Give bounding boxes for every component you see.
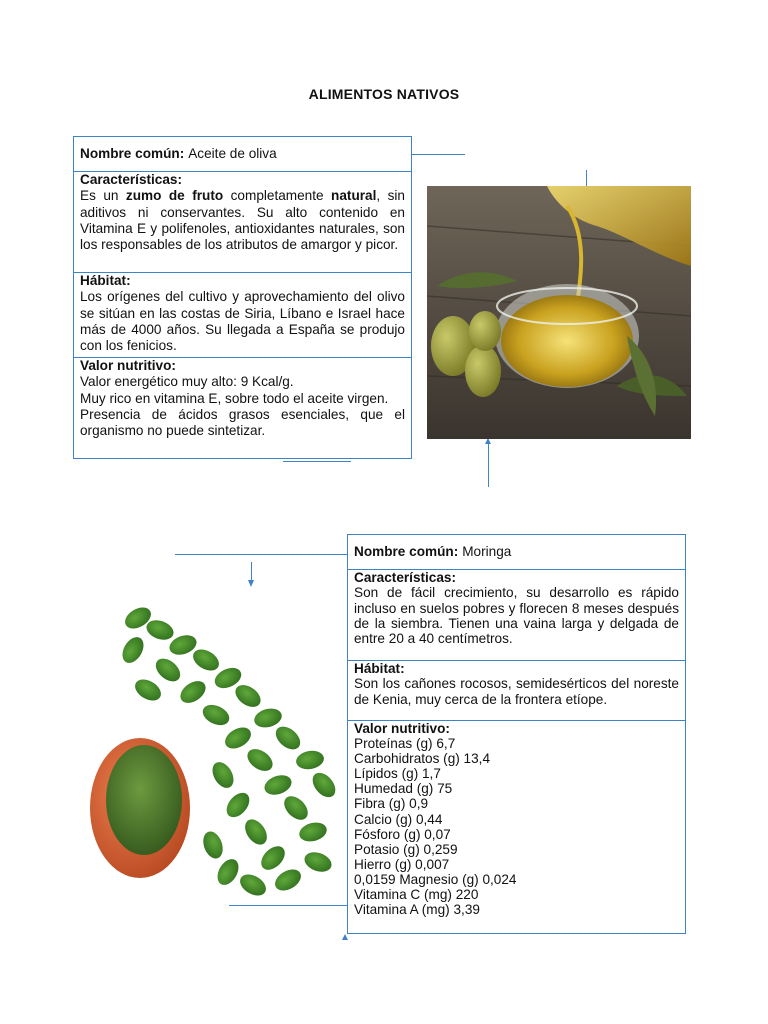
olive-habitat-label: Hábitat: [80,273,131,288]
olive-oil-illustration [427,186,691,439]
moringa-nutrition-line: Vitamina C (mg) 220 [354,887,479,903]
moringa-habitat-text: Son los cañones rocosos, semidesérticos del noreste de Kenia, muy cerca de la frontera etíope. [354,676,679,707]
page-title: ALIMENTOS NATIVOS [308,86,460,102]
olive-name-value: Aceite de oliva [188,145,277,161]
moringa-nutrition-line: Hierro (g) 0,007 [354,856,450,872]
moringa-image [88,600,342,900]
moringa-characteristics-text: Son de fácil crecimiento, su desarrollo es rápido incluso en suelos pobres y florecen 8 meses después de la siembra. Tienen una vaina larga y delgada de entre 20 a 40 centímetros. [354,585,679,647]
moringa-name-row [348,535,685,570]
moringa-nutrition-line: Fibra (g) 0,9 [354,796,429,812]
olive-oil-image [427,186,691,439]
olive-name-row [74,137,411,172]
olive-nutrition-line: Presencia de ácidos grasos esenciales, que el organismo no puede sintetizar. [80,406,405,439]
olive-characteristics-row [74,172,411,273]
olive-characteristics-label: Características: [80,172,183,187]
moringa-habitat-label: Hábitat: [354,661,405,676]
olive-char-text-2: completamente [223,188,332,204]
connector-line [251,562,252,580]
moringa-nutrition-label: Valor nutritivo: [354,721,450,736]
olive-oil-table [73,136,412,459]
olive-char-bold-1: zumo de fruto [125,188,224,204]
moringa-name-label: Nombre común: [354,543,459,559]
olive-nutrition-label: Valor nutritivo: [80,358,176,373]
moringa-illustration [88,600,342,900]
moringa-habitat-row [348,661,685,721]
connector-line [488,444,489,487]
moringa-characteristics-row [348,570,685,661]
moringa-nutrition-line: Calcio (g) 0,44 [354,811,443,827]
connector-line [412,154,465,155]
olive-nutrition-row [74,358,411,458]
moringa-nutrition-row [348,721,685,933]
moringa-nutrition-line: Potasio (g) 0,259 [354,841,458,857]
arrow-up-icon [342,934,348,940]
arrow-down-icon [248,580,254,587]
olive-habitat-text: Los orígenes del cultivo y aprovechamiento del olivo se sitúan en las costas de Siria, Líbano e Israel hace más de 4000 años. Su llegada a España se produjo con los fenicios. [80,289,405,354]
connector-line [229,905,347,906]
olive-habitat-row [74,273,411,358]
olive-nutrition-line: Muy rico en vitamina E, sobre todo el aceite virgen. [80,390,389,406]
moringa-characteristics-label: Características: [354,570,457,585]
moringa-name-value: Moringa [462,543,512,559]
moringa-nutrition-line: 0,0159 Magnesio (g) 0,024 [354,871,517,887]
olive-char-text-1: Es un [80,188,126,204]
moringa-nutrition-line: Fósforo (g) 0,07 [354,826,451,842]
moringa-nutrition-line: Proteínas (g) 6,7 [354,736,456,752]
connector-line [175,554,347,555]
olive-char-bold-2: natural [331,188,377,204]
moringa-nutrition-line: Carbohidratos (g) 13,4 [354,751,491,767]
olive-characteristics-text [80,188,405,253]
olive-name-label: Nombre común: [80,145,185,161]
moringa-nutrition-line: Vitamina A (mg) 3,39 [354,902,480,918]
moringa-table [347,534,686,934]
moringa-nutrition-line: Lípidos (g) 1,7 [354,766,441,782]
connector-line [283,461,351,462]
olive-nutrition-line: Valor energético muy alto: 9 Kcal/g. [80,374,294,390]
olive-char-text-3: , sin aditivos ni conservantes. Su alto contenido en Vitamina E y polifenoles, antioxidantes naturales, son los responsables de los atributos de amargor y picor. [80,188,405,253]
moringa-nutrition-line: Humedad (g) 75 [354,781,453,797]
